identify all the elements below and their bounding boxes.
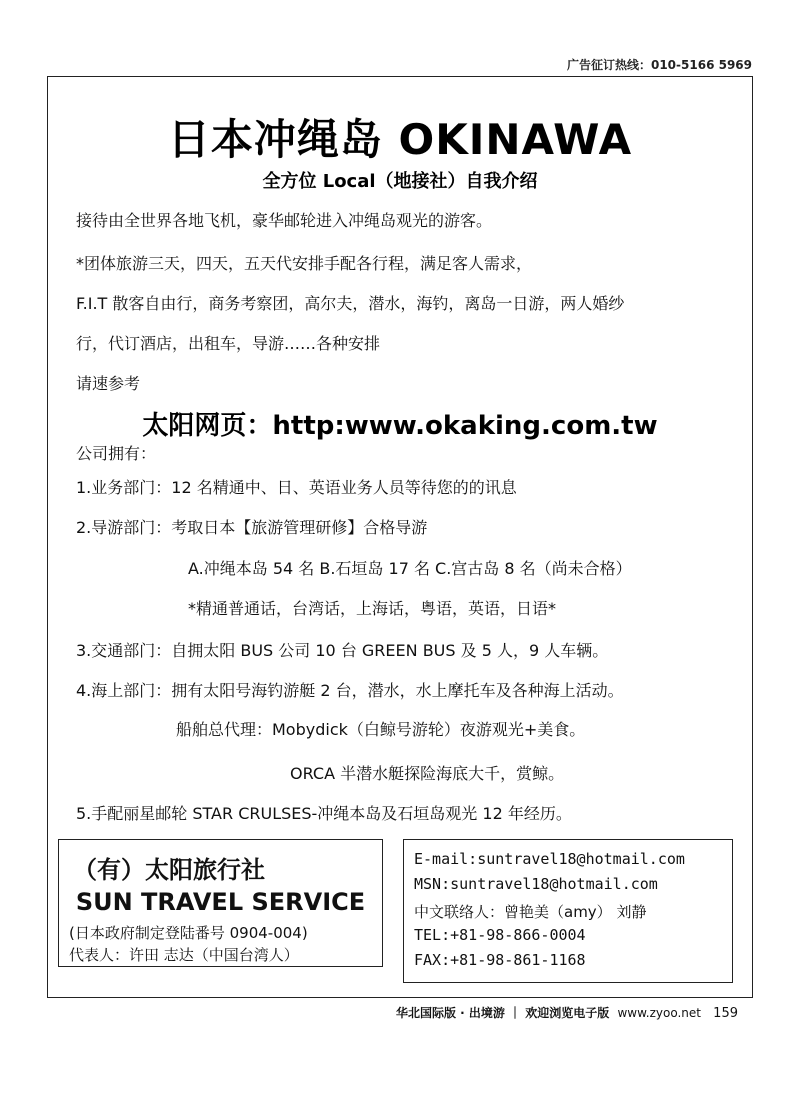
dept-line: ORCA 半潜水艇探险海底大千，赏鲸。: [290, 764, 565, 783]
dept-line: 4.海上部门：拥有太阳号海钓游艇 2 台，潜水，水上摩托车及各种海上活动。: [76, 681, 624, 700]
page-footer: [396, 1004, 738, 1021]
registration-number: (日本政府制定登陆番号 0904-004): [69, 924, 308, 942]
intro-line: 行，代订酒店，出租车，导游……各种安排: [76, 334, 381, 353]
company-has-label: 公司拥有：: [76, 444, 157, 463]
tel-line: TEL:+81-98-866-0004: [414, 926, 586, 944]
company-name: （有）太阳旅行社: [73, 856, 265, 884]
ad-hotline: 广告征订热线：010-5166 5969: [566, 58, 752, 72]
intro-line: F.I.T 散客自由行，商务考察团，高尔夫，潜水，海钓，离岛一日游，两人婚纱: [76, 294, 625, 313]
email-line: E-mail:suntravel18@hotmail.com: [414, 850, 685, 868]
representative: 代表人：许田 志达（中国台湾人）: [69, 946, 299, 964]
advertisement: [47, 76, 753, 998]
ad-subtitle: 全方位 Local（地接社）自我介绍: [262, 171, 538, 192]
footer-url: www.zyoo.net: [617, 1006, 701, 1020]
publication-name: 华北国际版 · 出境游 ｜ 欢迎浏览电子版: [395, 1006, 610, 1020]
intro-line: *团体旅游三天，四天，五天代安排手配各行程，满足客人需求，: [76, 254, 533, 273]
dept-line: 5.手配丽星邮轮 STAR CRULSES-冲绳本岛及石垣岛观光 12 年经历。: [76, 804, 572, 823]
msn-line: MSN:suntravel18@hotmail.com: [414, 875, 658, 893]
contact-person-line: 中文联络人：曾艳美（amy） 刘静: [414, 903, 647, 921]
dept-line: 船舶总代理：Mobydick（白鲸号游轮）夜游观光+美食。: [176, 720, 586, 739]
dept-line: 1.业务部门：12 名精通中、日、英语业务人员等待您的的讯息: [76, 478, 517, 497]
company-info-box: [58, 839, 383, 967]
dept-line: *精通普通话，台湾话，上海话，粤语，英语，日语*: [188, 599, 557, 618]
dept-line: 3.交通部门：自拥太阳 BUS 公司 10 台 GREEN BUS 及 5 人，9 人车辆。: [76, 641, 609, 660]
intro-line: 请速参考: [76, 374, 141, 393]
dept-line: A.冲绳本岛 54 名 B.石垣岛 17 名 C.宫古岛 8 名（尚未合格）: [188, 559, 632, 578]
dept-line: 2.导游部门：考取日本【旅游管理研修】合格导游: [76, 518, 428, 537]
contact-info-box: [403, 839, 733, 983]
ad-title: 日本冲绳岛 OKINAWA: [167, 115, 633, 164]
page-number: 159: [713, 1006, 738, 1021]
intro-line: 接待由全世界各地飞机，豪华邮轮进入冲绳岛观光的游客。: [76, 211, 493, 230]
fax-line: FAX:+81-98-861-1168: [414, 951, 586, 969]
website-line: 太阳网页：http:www.okaking.com.tw: [142, 411, 658, 441]
company-english-name: SUN TRAVEL SERVICE: [75, 888, 366, 916]
